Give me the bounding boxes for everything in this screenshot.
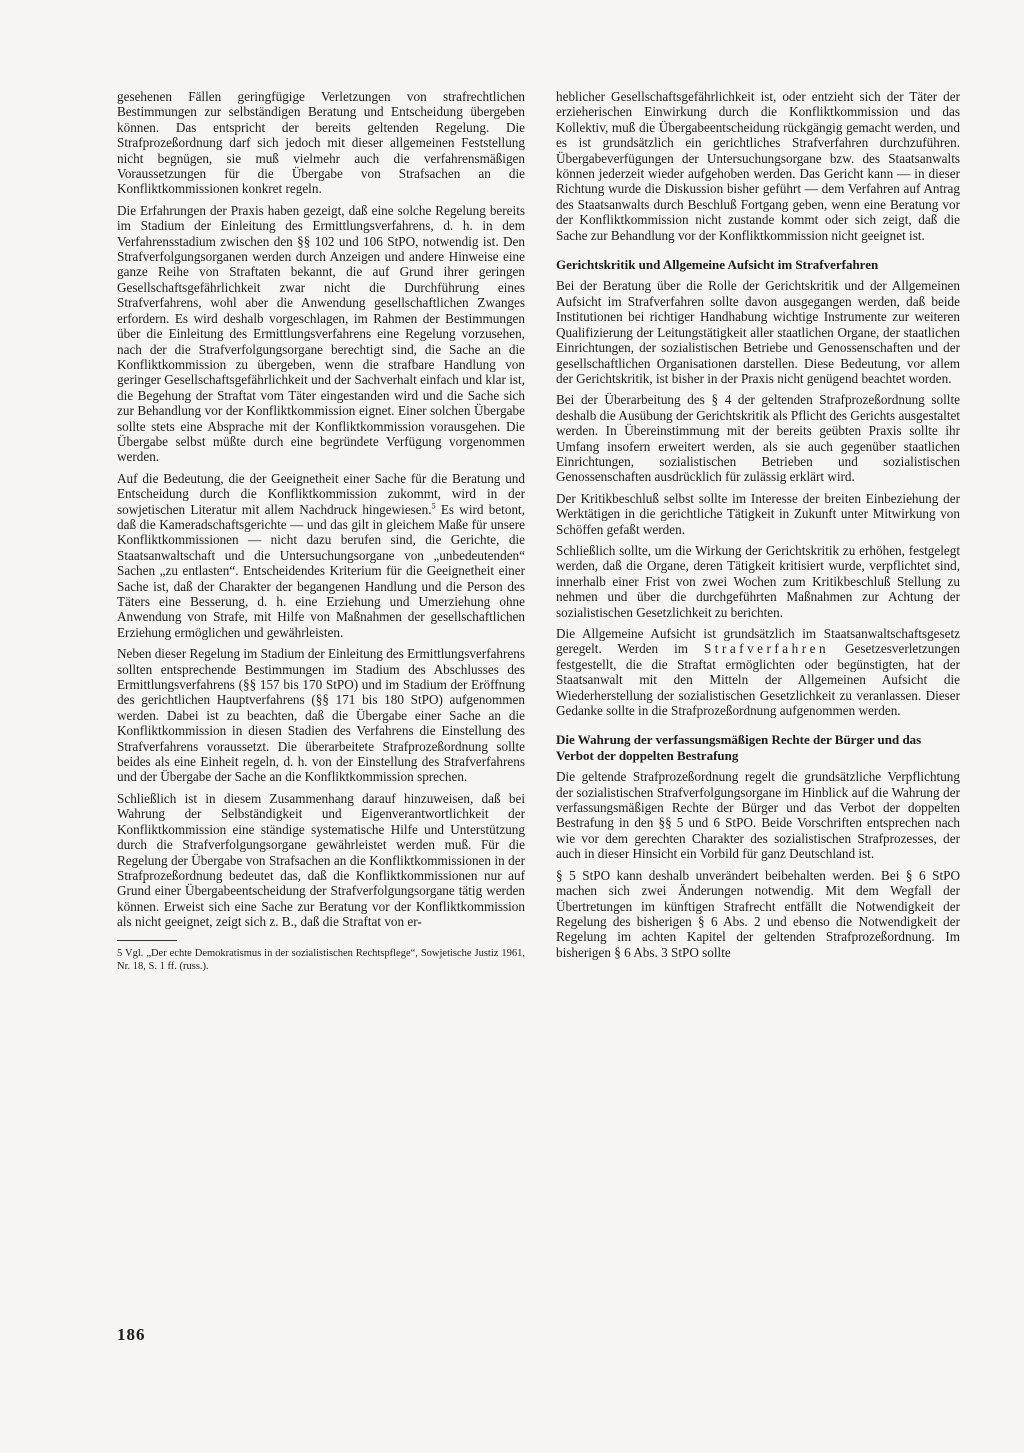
footnote-marker: 5 <box>431 501 436 511</box>
paragraph: gesehenen Fällen geringfügige Verletzungen von strafrechtlichen Bestimmungen zur selbständigen Beratung und Entscheidung übergeben können. Das entspricht der bereits geltenden Regelung. Die Strafprozeßordnung darf sich jedoch mit dieser allgemeinen Feststellung nicht begnügen, sie muß vielmehr auch die verfahrensmäßigen Voraussetzungen für die Übergabe von Strafsachen an die Konfliktkommissionen konkret regeln. <box>117 89 525 197</box>
paragraph: Bei der Überarbeitung des § 4 der geltenden Strafprozeßordnung sollte deshalb die Ausübung der Gerichtskritik als Pflicht des Gerichts ausgestaltet werden. In Übereinstimmung mit der bereits geübten Praxis sollte ihr Umfang insofern erweitert werden, als sie auch gegenüber staatlichen Einrichtungen, sozialistischen Betrieben und sozialistischen Genossenschaften ausdrücklich für zulässig erklärt wird. <box>556 392 960 485</box>
paragraph: Die Erfahrungen der Praxis haben gezeigt, daß eine solche Regelung bereits im Stadium der Einleitung des Ermittlungsverfahrens, d. h. in dem Verfahrensstadium zwischen den §§ 102 und 106 StPO, notwendig ist. Den Strafverfolgungsorganen werden durch Anzeigen und andere Hinweise eine ganze Reihe von Straftaten bekannt, die auf Grund ihrer geringen Gesellschaftsgefährlichkeit zwar nicht die Durchführung eines Strafverfahrens, wohl aber die Anwendung gesellschaftlichen Zwanges erfordern. Es wird deshalb vorgeschlagen, im Rahmen der Bestimmungen über die Einleitung des Ermittlungsverfahrens eine Regelung vorzusehen, nach der die Strafverfolgungsorgane berechtigt sind, die Sache an die Konfliktkommission zu übergeben, wenn die strafbare Handlung von geringer Gesellschaftsgefährlichkeit und der Sachverhalt einfach und klar ist, die Begehung der Straftat vom Täter eingestanden wird und die Sache sich zur Behandlung vor der Konfliktkommission eignet. Einer solchen Übergabe sollte stets eine Absprache mit der Konfliktkommission vorausgehen. Die Übergabe selbst müßte durch eine begründete Verfügung vorgenommen werden. <box>117 202 525 465</box>
paragraph: Bei der Beratung über die Rolle der Gerichtskritik und der Allgemeinen Aufsicht im Strafverfahren sollte davon ausgegangen werden, daß beide Institutionen bei richtiger Handhabung wichtige Instrumente zur weiteren Qualifizierung der Leitungstätigkeit aller staatlichen Organe, der staatlichen Einrichtungen, der sozialistischen Betriebe und Genossenschaften und der gesellschaftlichen Organisationen darstellen. Diese Bedeutung, vor allem der Gerichtskritik, ist bisher in der Praxis nicht genügend beachtet worden. <box>556 278 960 386</box>
paragraph: Schließlich sollte, um die Wirkung der Gerichtskritik zu erhöhen, festgelegt werden, daß die Organe, deren Tätigkeit kritisiert wurde, verpflichtet sind, innerhalb einer Frist von zwei Wochen zum Kritikbeschluß Stellung zu nehmen und über die durchgeführten Maßnahmen zur Achtung der sozialistischen Gesetzlichkeit zu berichten. <box>556 542 960 620</box>
section-heading: Die Wahrung der verfassungsmäßigen Rechte der Bürger und das Verbot der doppelten Bestrafung <box>556 732 922 763</box>
paragraph: § 5 StPO kann deshalb unverändert beibehalten werden. Bei § 6 StPO machen sich zwei Änderungen notwendig. Mit dem Wegfall der Übertretungen im künftigen Strafrecht entfällt die Notwendigkeit der Regelung des bisherigen § 6 Abs. 2 und ebenso die Notwendigkeit der Regelung im achten Kapitel der geltenden Strafprozeßordnung. Im bisherigen § 6 Abs. 3 StPO sollte <box>556 867 960 960</box>
footnote: 5 Vgl. „Der echte Demokratismus in der sozialistischen Rechtspflege“, Sowjetische Justiz 1961, Nr. 18, S. 1 ff. (russ.). <box>117 947 525 972</box>
paragraph <box>117 471 525 640</box>
section-heading: Gerichtskritik und Allgemeine Aufsicht im Strafverfahren <box>556 257 879 273</box>
paragraph: Die geltende Strafprozeßordnung regelt die grundsätzliche Verpflichtung der sozialistischen Strafverfolgungsorgane im Hinblick auf die Wahrung der verfassungsmäßigen Rechte der Bürger und das Verbot der doppelten Bestrafung in den §§ 5 und 6 StPO. Beide Vorschriften entsprechen nach wie vor dem gerechten Charakter des sozialistischen Strafprozesses, der auch in dieser Hinsicht ein Vorbild für ganz Deutschland ist. <box>556 769 960 862</box>
paragraph-text: Es wird betont, daß die Kameradschaftsgerichte — und das gilt in gleichem Maße für unsere Konfliktkommissionen — nicht dazu berufen sind, die Gerichte, die Staatsanwaltschaft und die Untersuchungsorgane von „unbedeutenden“ Sachen „zu entlasten“. Entscheidendes Kriterium für die Geeignetheit einer Sache ist, daß der Charakter der begangenen Handlung und die Person des Täters eine Besserung, d. h. eine Erziehung und Umerziehung ohne Anwendung von Strafe, mit Hilfe von Maßnahmen der gesellschaftlichen Erziehung ermöglichen und gewährleisten. <box>117 501 525 640</box>
paragraph-text: Die Allgemeine Aufsicht ist grundsätzlich im Staatsanwaltschaftsgesetz geregelt. Werden im <box>556 626 960 657</box>
paragraph: Der Kritikbeschluß selbst sollte im Interesse der breiten Einbeziehung der Werktätigen in die gerichtliche Tätigkeit in Zukunft unter Mitwirkung von Schöffen gefaßt werden. <box>556 490 960 537</box>
left-column <box>117 89 525 979</box>
paragraph <box>556 626 960 718</box>
paragraph: Neben dieser Regelung im Stadium der Einleitung des Ermittlungsverfahrens sollten entsprechende Bestimmungen im Stadium des Abschlusses des Ermittlungsverfahrens (§§ 157 bis 170 StPO) und im Stadium der Eröffnung des gerichtlichen Hauptverfahrens (§§ 171 bis 180 StPO) aufgenommen werden. Dabei ist zu beachten, daß die Übergabe einer Sache an die Konfliktkommission in diesen Stadien des Verfahrens die Einstellung des Strafverfahrens voraussetzt. Die überarbeitete Strafprozeßordnung sollte beides als eine Einheit regeln, d. h. von der Einstellung des Strafverfahrens und der Übergabe der Sache an die Konfliktkommission sprechen. <box>117 646 525 785</box>
paragraph: Schließlich ist in diesem Zusammenhang darauf hinzuweisen, daß bei Wahrung der Selbständigkeit und Eigenverantwortlichkeit der Konfliktkommission eine ständige systematische Hilfe und Unterstützung durch die Strafverfolgungsorgane gewährleistet werden muß. Für die Regelung der Übergabe von Strafsachen an die Konfliktkommissionen in der Strafprozeßordnung bedeutet das, daß die Konfliktkommissionen nur auf Grund einer Übergabeentscheidung der Strafverfolgungsorgane tätig werden können. Erweist sich eine Sache zur Beratung vor der Konfliktkommission als nicht geeignet, zeigt sich z. B., daß die Straftat von er- <box>117 790 525 930</box>
page-number: 186 <box>117 1325 146 1344</box>
right-column <box>556 89 960 966</box>
paragraph: heblicher Gesellschaftsgefährlichkeit ist, oder entzieht sich der Täter der erzieherischen Einwirkung durch die Konfliktkommission und das Kollektiv, muß die Übergabeentscheidung rückgängig gemacht werden, und es ist grundsätzlich ein gerichtliches Strafverfahren durchzuführen. Übergabeverfügungen der Untersuchungsorgane bzw. des Staatsanwalts können jederzeit wieder aufgehoben werden. Das Gericht kann — in dieser Richtung wurde die Diskussion bisher geführt — dem Verfahren auf Antrag des Staatsanwalts durch Beschluß Fortgang geben, wenn eine Beratung vor der Konfliktkommission nicht zustande kommt oder sich zeigt, daß die Sache zur Behandlung vor der Konfliktkommission nicht geeignet ist. <box>556 89 960 243</box>
spaced-term: Strafverfahren <box>703 641 830 657</box>
paragraph-text: Gesetzesverletzungen festgestellt, die die Straftat ermöglichten oder begünstigten, hat der Staatsanwalt mit den Mitteln der Allgemeinen Aufsicht die Wiederherstellung der sozialistischen Gesetzlichkeit zu veranlassen. Dieser Gedanke sollte in die Strafprozeßordnung aufgenommen werden. <box>556 641 960 719</box>
paragraph-text: Auf die Bedeutung, die der Geeignetheit einer Sache für die Beratung und Entscheidung durch die Konfliktkommission zukommt, wird in der sowjetischen Literatur mit allem Nachdruck hingewiesen. <box>117 470 525 517</box>
footnote-divider <box>117 940 177 941</box>
